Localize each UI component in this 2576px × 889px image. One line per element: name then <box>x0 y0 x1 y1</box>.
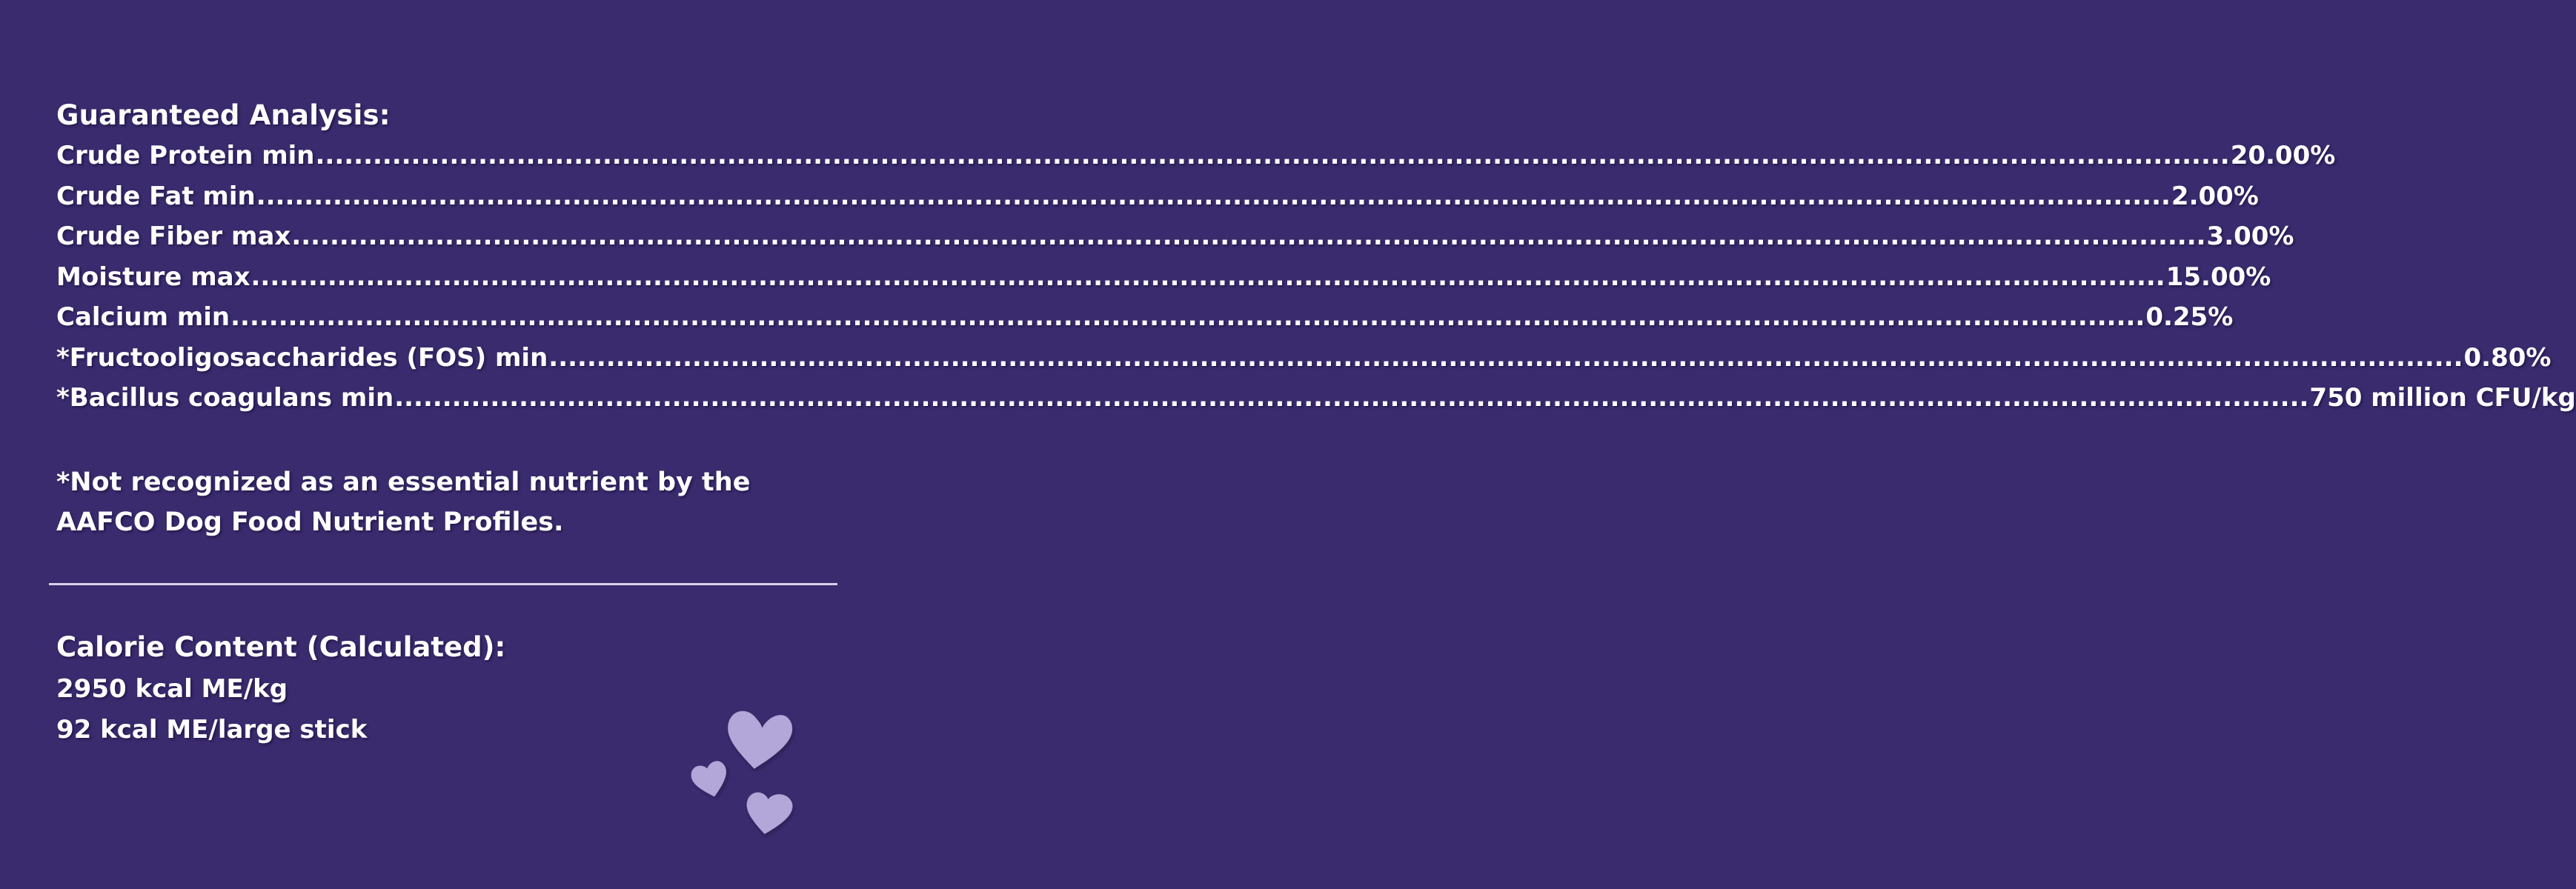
dot-leader: ........................................................................................................................................................................................................ <box>548 342 2463 373</box>
analysis-value: 750 million CFU/kg <box>2309 383 2576 413</box>
dot-leader: ........................................................................................................................................................................................................ <box>250 262 2165 292</box>
analysis-label: Crude Fiber max <box>56 222 291 251</box>
analysis-value: 20.00% <box>2230 141 2336 170</box>
analysis-row-fos <box>56 342 2552 384</box>
analysis-row-crude-protein <box>56 141 2336 182</box>
analysis-label: Crude Protein min <box>56 141 315 170</box>
aafco-footnote: *Not recognized as an essential nutrient by the AAFCO Dog Food Nutrient Profiles. <box>56 467 751 537</box>
analysis-row-calcium <box>56 302 2234 343</box>
analysis-row-crude-fiber <box>56 222 2294 262</box>
calorie-content-title: Calorie Content (Calculated): <box>56 631 506 663</box>
dot-leader: ........................................................................................................................................................................................................ <box>291 222 2206 251</box>
analysis-value: 0.80% <box>2463 342 2552 373</box>
dot-leader: ........................................................................................................................................................................................................ <box>230 302 2145 332</box>
medium-heart-icon <box>741 788 794 839</box>
analysis-value: 0.25% <box>2145 302 2234 332</box>
analysis-value: 15.00% <box>2165 262 2271 292</box>
analysis-label: *Fructooligosaccharides (FOS) min <box>56 342 548 373</box>
calorie-per-kg: 2950 kcal ME/kg <box>56 674 288 704</box>
analysis-label: *Bacillus coagulans min <box>56 383 394 413</box>
analysis-row-crude-fat <box>56 181 2259 222</box>
small-heart-icon <box>689 759 730 799</box>
dot-leader: ........................................................................................................................................................................................................ <box>394 383 2309 413</box>
guaranteed-analysis-list <box>56 141 2576 424</box>
calorie-per-stick: 92 kcal ME/large stick <box>56 715 368 745</box>
analysis-row-bacillus <box>56 383 2576 424</box>
section-divider <box>49 583 837 585</box>
analysis-label: Moisture max <box>56 262 250 292</box>
analysis-value: 2.00% <box>2171 181 2259 211</box>
analysis-value: 3.00% <box>2206 222 2294 251</box>
analysis-label: Calcium min <box>56 302 230 332</box>
dot-leader: ........................................................................................................................................................................................................ <box>315 141 2230 170</box>
guaranteed-analysis-title: Guaranteed Analysis: <box>56 99 391 131</box>
analysis-row-moisture <box>56 262 2271 303</box>
analysis-label: Crude Fat min <box>56 181 256 211</box>
large-heart-icon <box>723 707 794 773</box>
hearts-icon <box>682 696 808 845</box>
dot-leader: ........................................................................................................................................................................................................ <box>256 181 2171 211</box>
